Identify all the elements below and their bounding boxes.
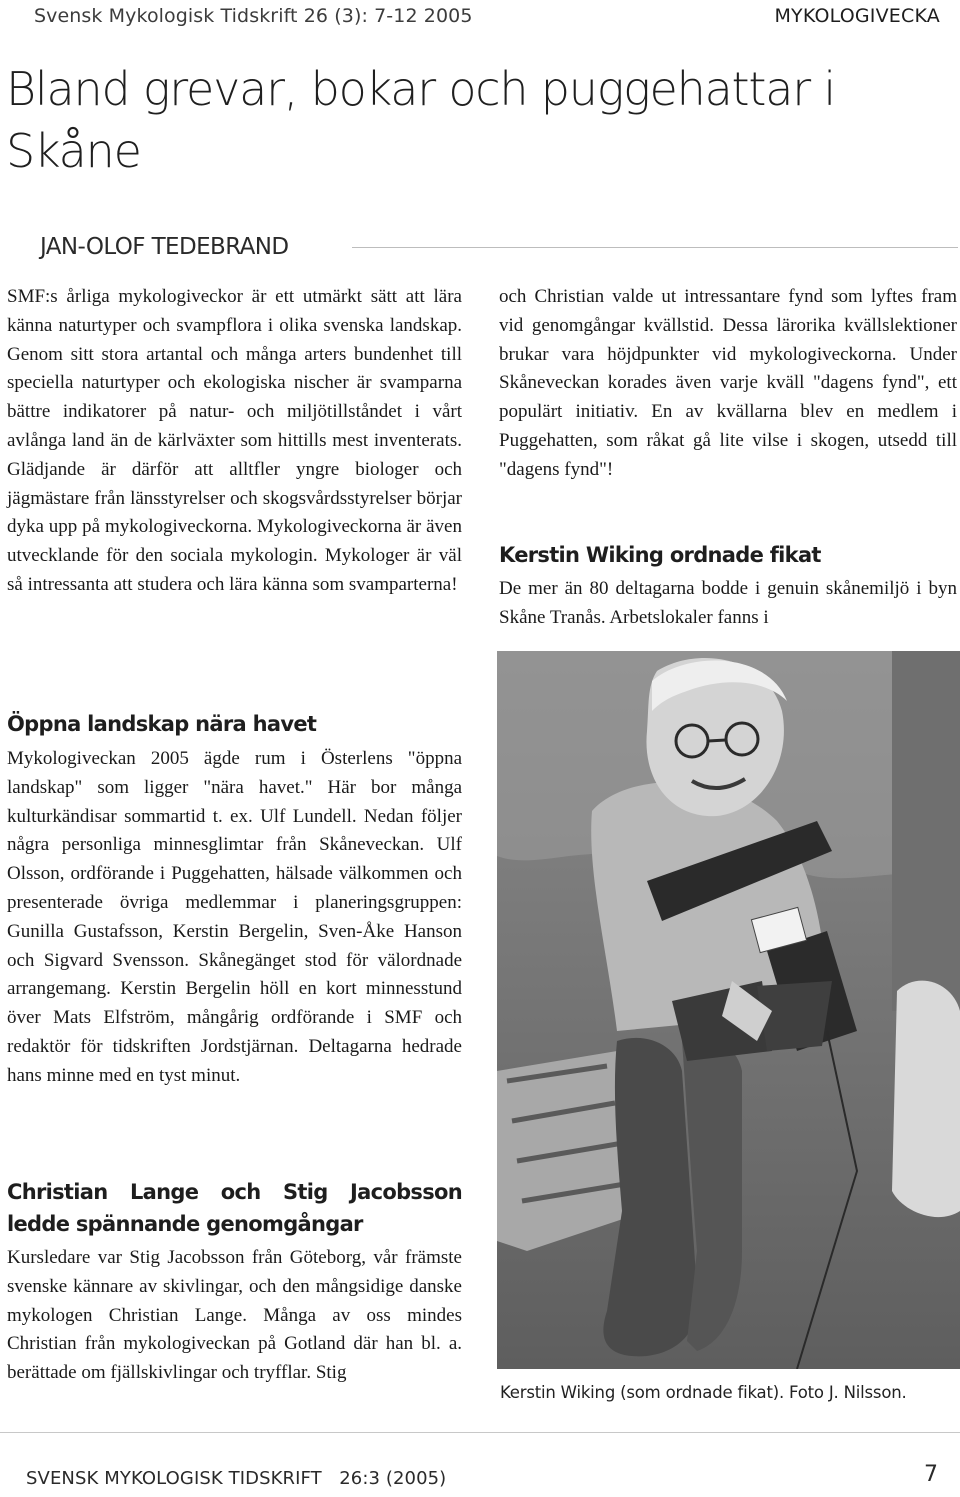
right-column xyxy=(499,283,957,485)
author-rule xyxy=(352,247,958,248)
continuation-paragraph: och Christian valde ut intressantare fynd som lyftes fram vid genomgångar kvällstid. Dessa lärorika kvällslektioner brukar vara höjdpunkter vid mykologiveckorna. Under Skåneveckan korades även varje kväll "dagens fynd", ett populärt initiativ. En av kvällarna blev en medlem i Puggehatten, som råkat gå lite vilse i skogen, utsedd till "dagens fynd"! xyxy=(499,286,957,480)
right-column-section xyxy=(499,539,957,633)
page-number: 7 xyxy=(924,1462,938,1487)
running-head-section: MYKOLOGIVECKA xyxy=(774,5,940,27)
section-paragraph: Kursledare var Stig Jacobsson från Göteborg, vår främste svenske kännare av skivlingar, och den mångsidige danske mykologen Christian Lange. Många av oss mindes Christian från mykologiveckan på Gotland där han bl. a. berättade om fjällskivlingar och tryfflar. Stig xyxy=(7,1247,462,1384)
left-column xyxy=(7,283,462,600)
running-head-journal: Svensk Mykologisk Tidskrift 26 (3): 7-12 2005 xyxy=(34,5,473,27)
section-heading: Christian Lange och Stig Jacobsson ledde spännande genomgångar xyxy=(7,1180,462,1236)
section-paragraph: Mykologiveckan 2005 ägde rum i Österlens "öppna landskap" som ligger "nära havet." Här bor många kulturkändisar sommartid t. ex. Ulf Lundell. Nedan följer några personliga minnesglimtar från Skåneveckan. Ulf Olsson, ordförande i Puggehatten, hälsade välkommen och presenterade övriga medlemmar i planeringsgruppen: Gunilla Gustafsson, Kerstin Bergelin, Sven-Åke Hanson och Sigvard Svensson. Skånegänget stod för välordnade arrangemang. Kerstin Bergelin höll en kort minnesstund över Mats Elfström, mångårig ordförande i SMF och redaktör för tidskriften Jordstjärnan. Deltagarna hedrade hans minne med en tyst minut. xyxy=(7,748,462,1086)
article-title: Bland grevar, bokar och puggehattar i Skåne xyxy=(6,62,835,178)
footer-rule xyxy=(0,1432,960,1433)
article-author: JAN-OLOF TEDEBRAND xyxy=(40,234,289,260)
intro-paragraph: SMF:s årliga mykologiveckor är ett utmärkt sätt att lära känna naturtyper och svampflora i olika svenska landskap. Genom sitt stora artantal och många arters bundenhet till speciella naturtyper och ekologiska nischer är svamparna bättre indikatorer på natur- och miljötillståndet i vårt avlånga land än de kärlväxter som hittills mest inventerats. Glädjande är därför att alltfler yngre biologer och jägmästare från länsstyrelser och skogsvårdsstyrelser börjar dyka upp på mykologiveckorna. Mykologiveckorna är även utvecklande för den sociala mykologin. Mykologer är väl så intressanta att studera och lära känna som svamparterna! xyxy=(7,286,462,595)
section-heading: Kerstin Wiking ordnade fikat xyxy=(499,543,821,567)
left-column-section-1 xyxy=(7,708,462,1091)
photo-caption: Kerstin Wiking (som ordnade fikat). Foto J. Nilsson. xyxy=(500,1383,907,1402)
photo-illustration xyxy=(497,651,960,1369)
footer-journal: SVENSK MYKOLOGISK TIDSKRIFT 26:3 (2005) xyxy=(26,1468,447,1489)
section-paragraph: De mer än 80 deltagarna bodde i genuin skånemiljö i byn Skåne Tranås. Arbetslokaler fanns i xyxy=(499,578,957,628)
section-heading: Öppna landskap nära havet xyxy=(7,712,317,736)
photo-kerstin-wiking xyxy=(497,651,960,1369)
left-column-section-2 xyxy=(7,1176,462,1388)
